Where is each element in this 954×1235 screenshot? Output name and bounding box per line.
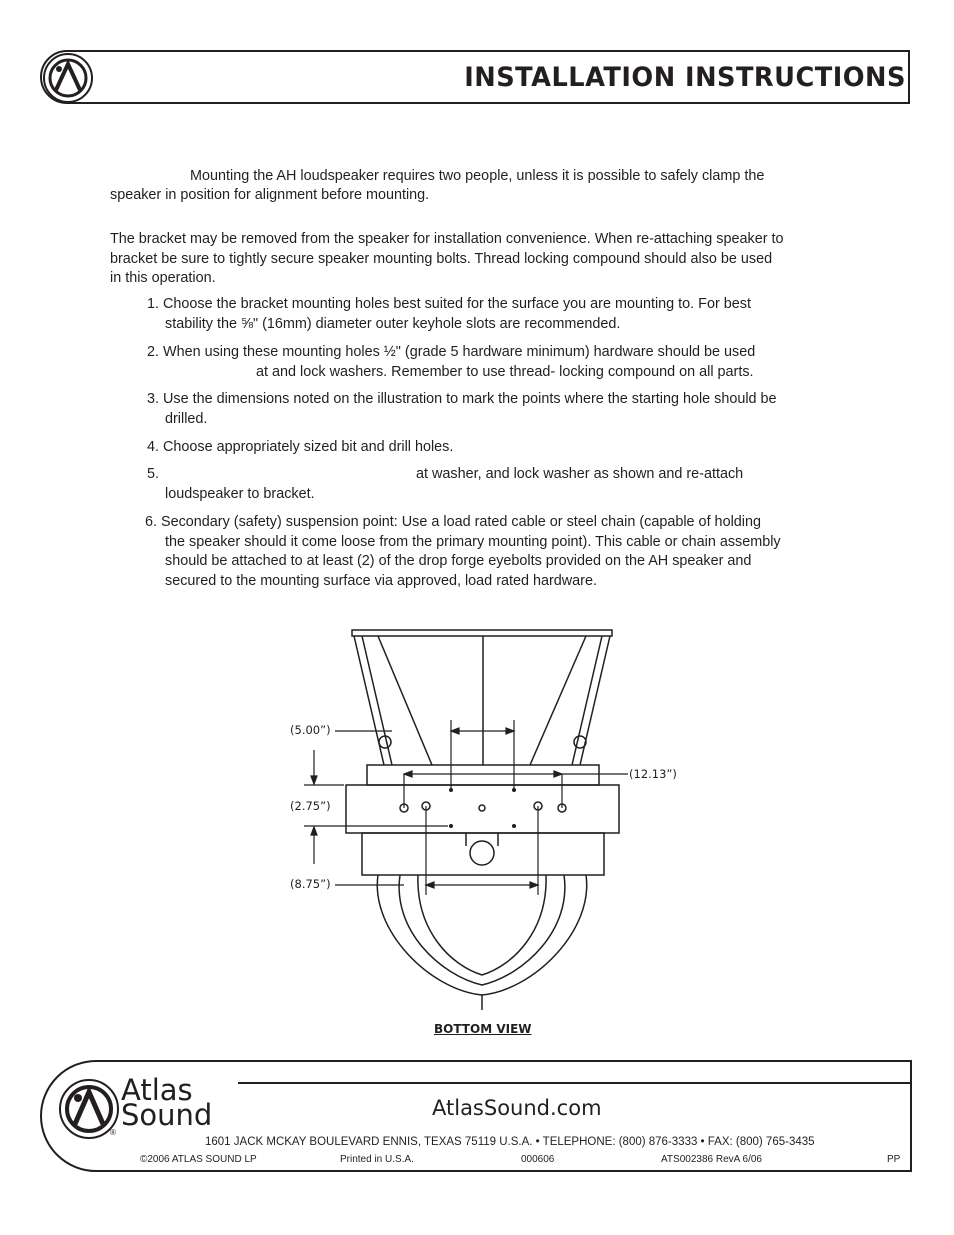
step-3 (147, 390, 847, 429)
step-5-line2: loudspeaker to bracket. (165, 485, 315, 502)
step-2-line1: 2. When using these mounting holes ½" (grade 5 hardware minimum) hardware should be used (147, 344, 756, 360)
step-5-line1: at washer, and lock washer as shown and re-attach (416, 466, 744, 482)
dim-275-label: (2.75”) (290, 799, 331, 813)
footer-printed: Printed in U.S.A. (340, 1154, 414, 1165)
atlas-logo-icon (42, 52, 94, 104)
brand-atlas: Atlas (121, 1073, 193, 1107)
step-2-line2: at and lock washers. Remember to use thread- locking compound on all parts. (256, 363, 754, 380)
step-6-line2: the speaker should it come loose from the primary mounting point). This cable or chain assembly (165, 533, 781, 550)
step-1-line2: stability the ⅝" (16mm) diameter outer keyhole slots are recommended. (165, 315, 621, 332)
step-3-line2: drilled. (165, 410, 208, 427)
step-4-line1: 4. Choose appropriately sized bit and drill holes. (147, 439, 454, 455)
footer-copyright: ©2006 ATLAS SOUND LP (140, 1154, 257, 1165)
paragraph-line2: bracket be sure to tightly secure speaker mounting bolts. Thread locking compound should also be used (110, 250, 773, 267)
intro-line2: speaker in position for alignment before mounting. (110, 187, 430, 203)
step-6-line4: secured to the mounting surface via approved, load rated hardware. (165, 572, 597, 589)
bottom-view-diagram (280, 620, 680, 1020)
footer-address: 1601 JACK MCKAY BOULEVARD ENNIS, TEXAS 75119 U.S.A. • TELEPHONE: (800) 876-3333 • FAX: (800) 765-3435 (205, 1136, 815, 1148)
step-6 (145, 513, 855, 591)
dim-275-value: 2.75” (294, 799, 327, 813)
dim-5-value: 5.00” (294, 723, 327, 737)
footer-brand (121, 1073, 213, 1132)
dim-12-label: (12.13”) (629, 767, 677, 781)
footer-code: 000606 (521, 1154, 555, 1165)
dim-5-label: (5.00”) (290, 723, 331, 737)
footer-pp: PP (887, 1154, 901, 1165)
step-3-line1: 3. Use the dimensions noted on the illustration to mark the points where the starting hole should be (147, 391, 777, 407)
step-5-number: 5. (147, 466, 160, 482)
step-4 (147, 438, 847, 458)
diagram-caption: BOTTOM VIEW (434, 1022, 532, 1036)
step-2 (147, 343, 847, 382)
registered-mark: ® (110, 1128, 116, 1137)
dim-875-value: 8.75” (294, 877, 327, 891)
paragraph-line3: in this operation. (110, 270, 216, 286)
step-6-line3: should be attached to at least (2) of the drop forge eyebolts provided on the AH speaker and (165, 553, 752, 569)
brand-sound: Sound (121, 1098, 213, 1132)
dim-12-value: 12.13” (633, 767, 673, 781)
intro-line1: Mounting the AH loudspeaker requires two people, unless it is possible to safely clamp the (190, 168, 765, 184)
bracket-paragraph (110, 230, 850, 289)
dim-875-label: (8.75”) (290, 877, 331, 891)
page-title: INSTALLATION INSTRUCTIONS (464, 62, 906, 93)
website-link[interactable]: AtlasSound.com (432, 1096, 602, 1120)
footer-doc-id: ATS002386 RevA 6/06 (661, 1154, 762, 1165)
step-6-line1: 6. Secondary (safety) suspension point: Use a load rated cable or steel chain (capable of holding (145, 514, 761, 530)
step-1 (147, 295, 847, 334)
step-1-line1: 1. Choose the bracket mounting holes best suited for the surface you are mounting to. For best (147, 296, 751, 312)
step-5 (147, 465, 847, 504)
footer-divider (238, 1082, 912, 1084)
paragraph-line1: The bracket may be removed from the speaker for installation convenience. When re-attaching speaker to (110, 231, 784, 247)
